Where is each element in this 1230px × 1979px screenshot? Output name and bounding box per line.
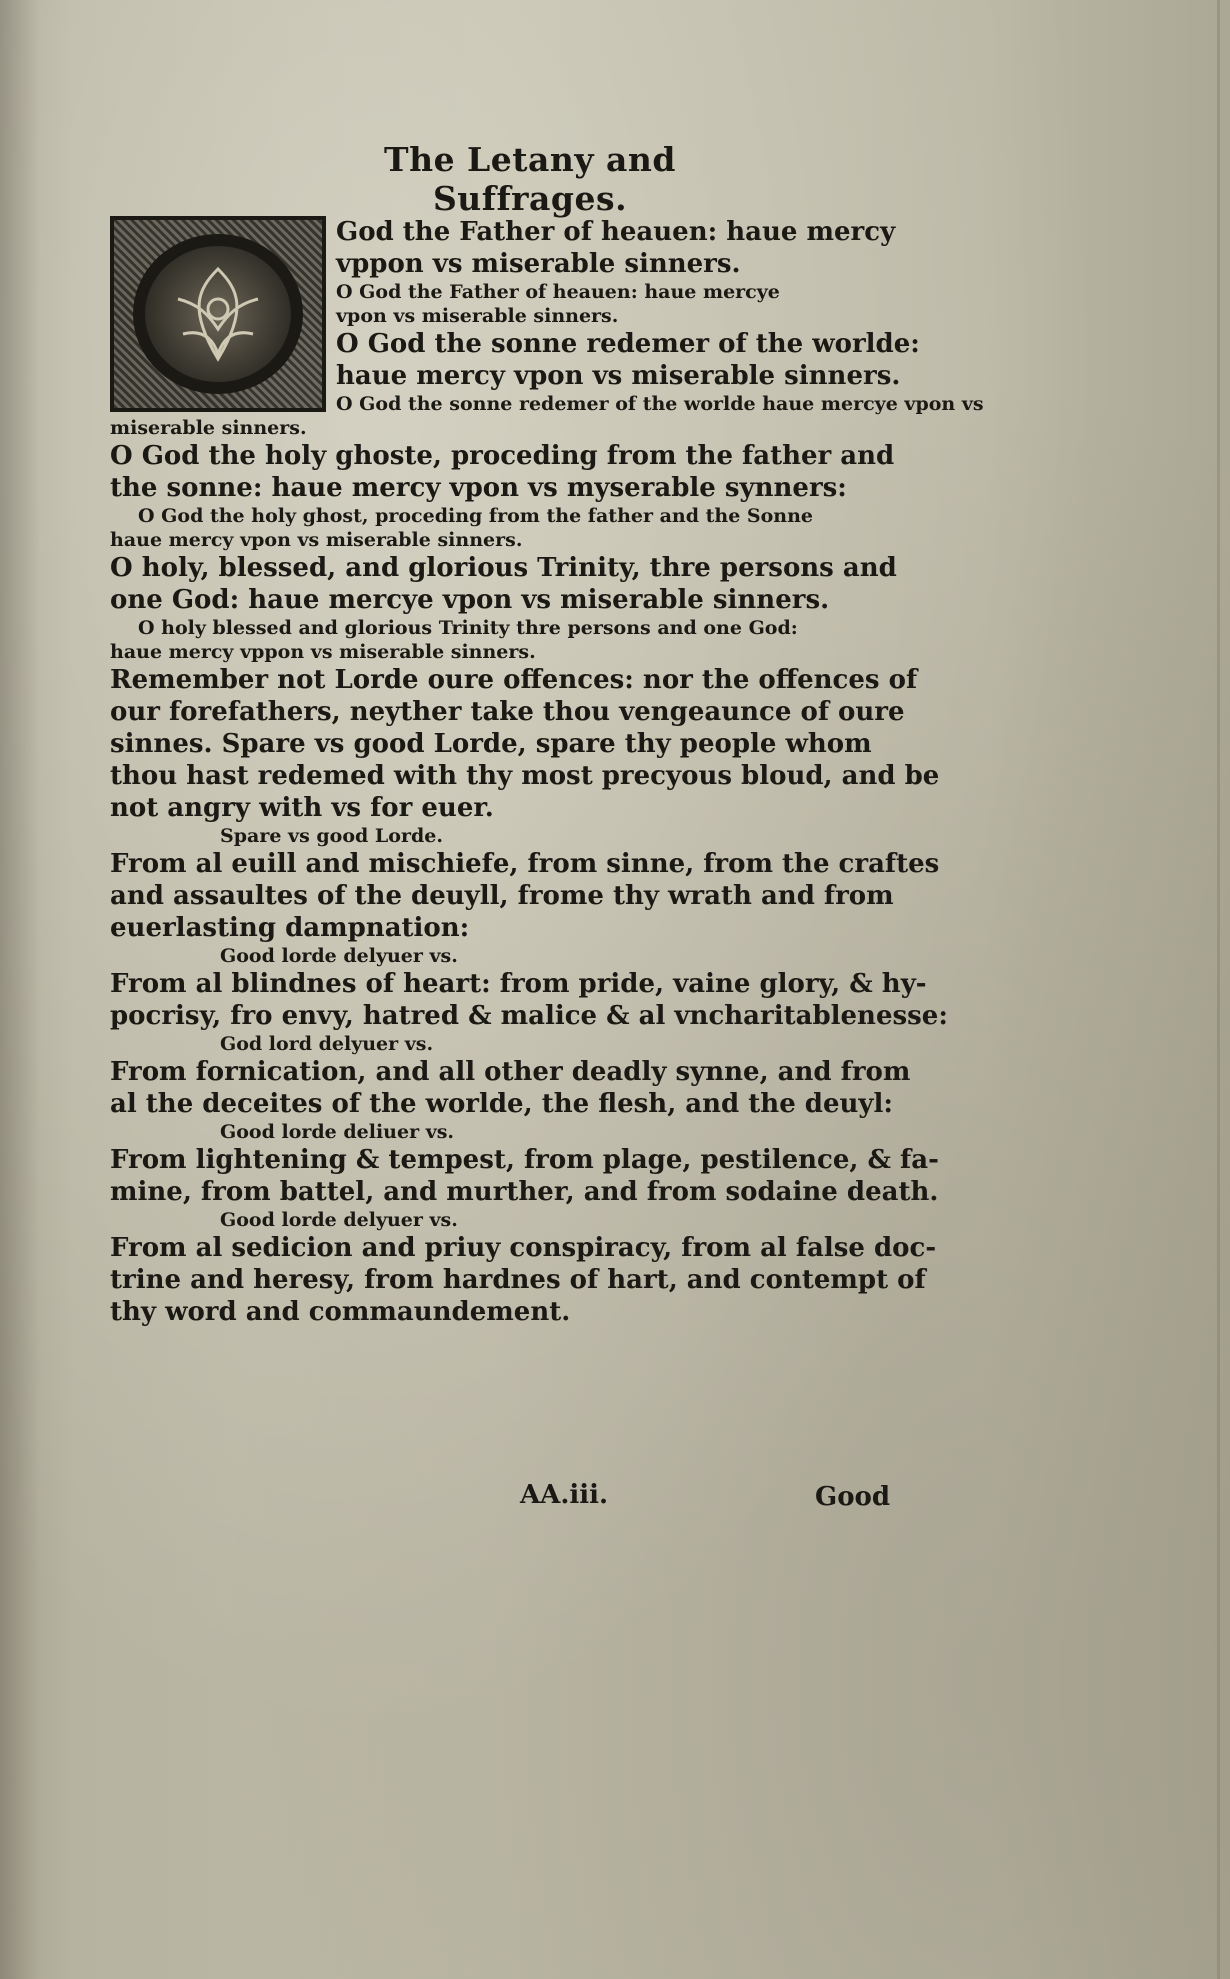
signature-mark: AA.iii. (520, 1480, 609, 1510)
petition-line: pocrisy, fro envy, hatred & malice & al vncharitablenesse: (110, 1001, 948, 1031)
petition-line: Remember not Lorde oure offences: nor the offences of (110, 665, 918, 695)
response-line: O God the Father of heauen: haue mercye (336, 281, 780, 303)
petition-line: From al blindnes of heart: from pride, vaine glory, & hy- (110, 969, 927, 999)
petition-line: sinnes. Spare vs good Lorde, spare thy people whom (110, 729, 872, 759)
catchword: Good (815, 1482, 891, 1512)
response-line: O holy blessed and glorious Trinity thre persons and one God: (138, 617, 798, 639)
petition-line: mine, from battel, and murther, and from sodaine death. (110, 1177, 939, 1207)
petition-line: our forefathers, neyther take thou vengeaunce of oure (110, 697, 905, 727)
decorated-initial (110, 216, 326, 412)
petition-line: euerlasting dampnation: (110, 913, 470, 943)
binding-shadow (0, 0, 40, 1979)
petition-line: God the Father of heauen: haue mercy (336, 217, 896, 247)
petition-line: al the deceites of the worlde, the flesh, and the deuyl: (110, 1089, 893, 1119)
response-line: haue mercy vpon vs miserable sinners. (110, 529, 523, 551)
response-line: Spare vs good Lorde. (220, 825, 443, 847)
petition-line: From fornication, and all other deadly synne, and from (110, 1057, 911, 1087)
petition-line: From al sedicion and priuy conspiracy, from al false doc- (110, 1233, 937, 1263)
petition-line: From al euill and mischiefe, from sinne, from the craftes (110, 849, 940, 879)
response-line: God lord delyuer vs. (220, 1033, 434, 1055)
petition-line: one God: haue mercye vpon vs miserable sinners. (110, 585, 830, 615)
ornament-icon (158, 259, 278, 369)
petition-line: thou hast redemed with thy most precyous bloud, and be (110, 761, 940, 791)
petition-line: haue mercy vpon vs miserable sinners. (336, 361, 901, 391)
petition-line: O holy, blessed, and glorious Trinity, thre persons and (110, 553, 897, 583)
petition-line: O God the holy ghoste, proceding from the father and (110, 441, 895, 471)
litany-text (110, 216, 984, 1328)
response-line: haue mercy vppon vs miserable sinners. (110, 641, 536, 663)
response-line: Good lorde delyuer vs. (220, 1209, 458, 1231)
response-line: Good lorde delyuer vs. (220, 945, 458, 967)
response-line: miserable sinners. (110, 417, 307, 439)
petition-line: From lightening & tempest, from plage, pestilence, & fa- (110, 1145, 939, 1175)
petition-line: not angry with vs for euer. (110, 793, 494, 823)
petition-line: and assaultes of the deuyll, frome thy wrath and from (110, 881, 894, 911)
petition-line: the sonne: haue mercy vpon vs myserable synners: (110, 473, 847, 503)
petition-line: trine and heresy, from hardnes of hart, and contempt of (110, 1265, 926, 1295)
response-line: O God the holy ghost, proceding from the father and the Sonne (138, 505, 814, 527)
petition-line: vppon vs miserable sinners. (336, 249, 741, 279)
response-line: vpon vs miserable sinners. (336, 305, 619, 327)
page-crease (1217, 0, 1220, 1979)
petition-line: O God the sonne redemer of the worlde: (336, 329, 920, 359)
petition-line: thy word and commaundement. (110, 1297, 571, 1327)
running-header: The Letany and Suffrages. (384, 140, 676, 218)
response-line: Good lorde deliuer vs. (220, 1121, 455, 1143)
response-line: O God the sonne redemer of the worlde haue mercye vpon vs (336, 393, 984, 415)
